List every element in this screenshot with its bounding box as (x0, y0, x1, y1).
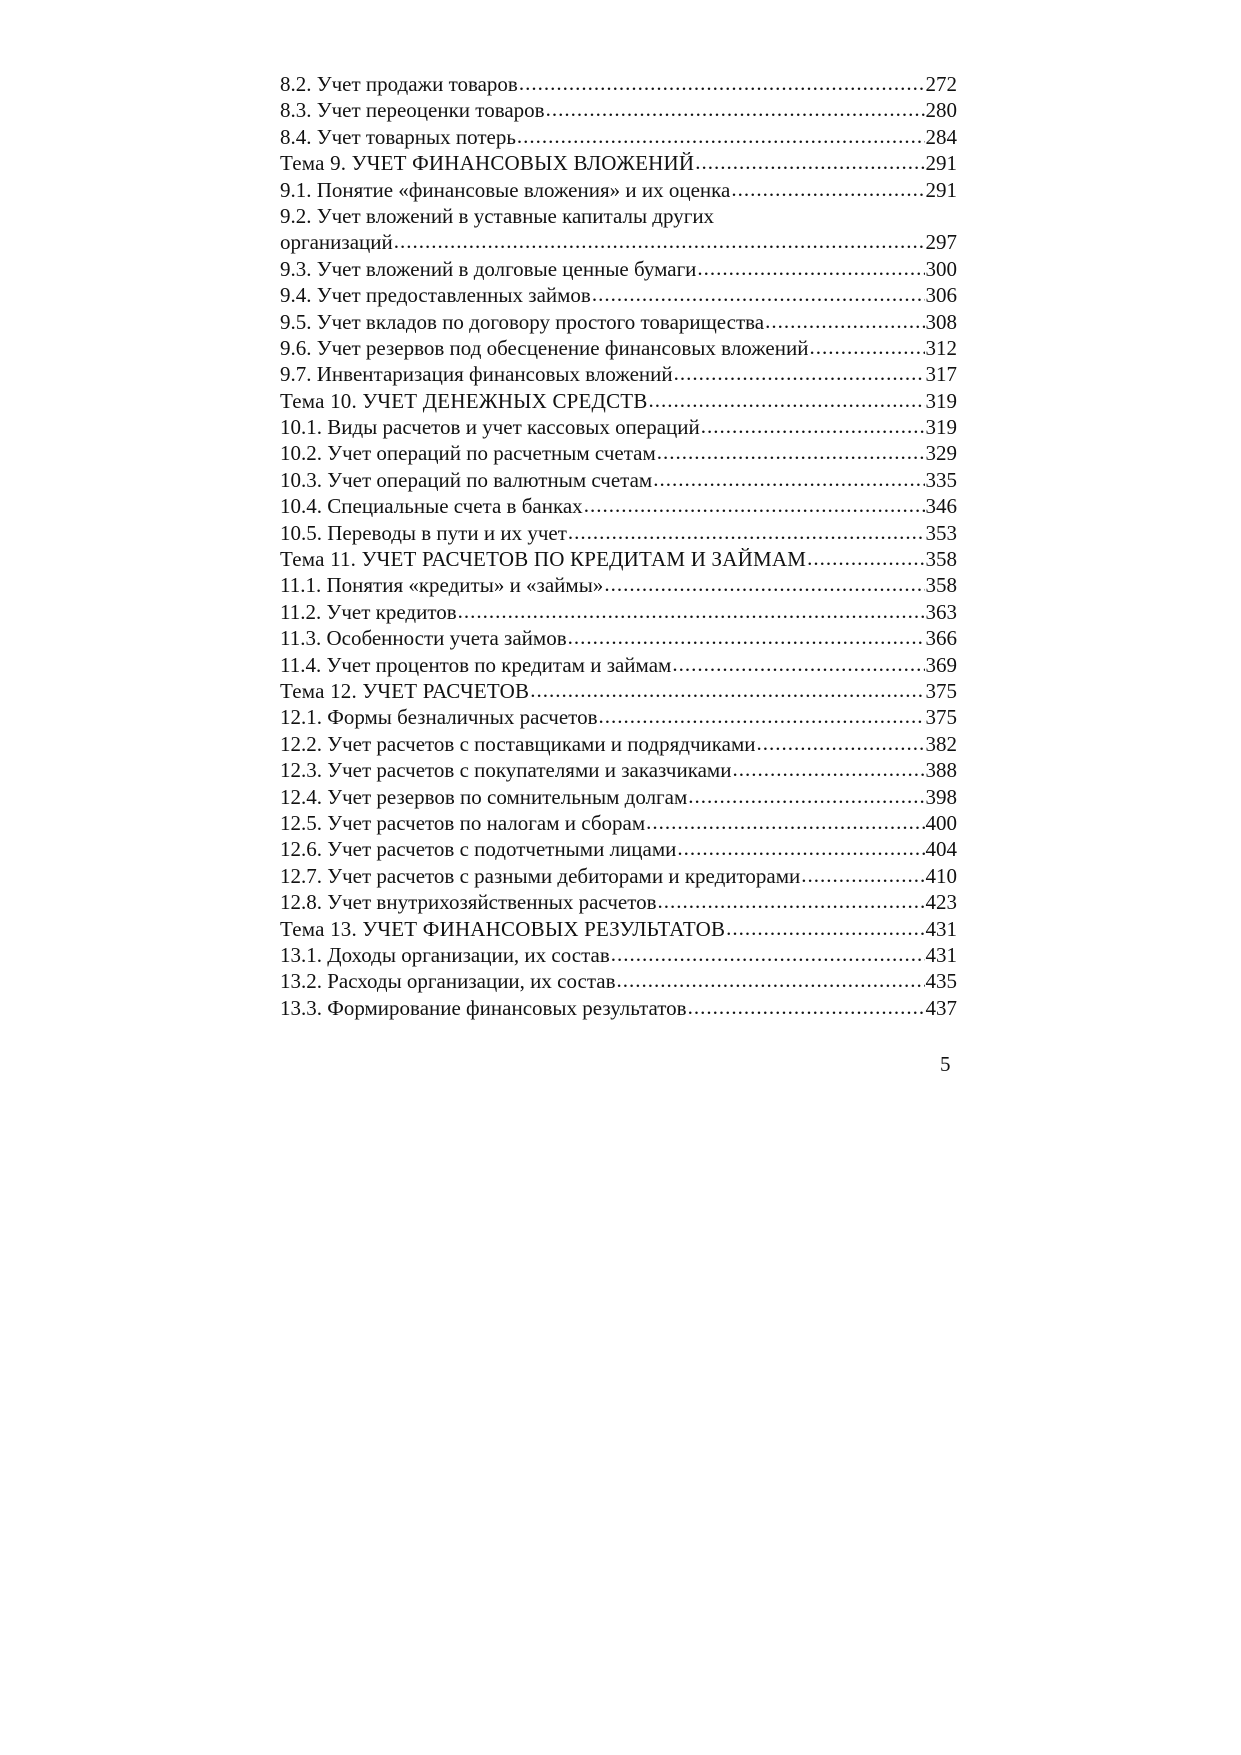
toc-page-number: 437 (925, 995, 957, 1020)
toc-entry-13-2 (280, 968, 957, 994)
toc-entry-12-7 (280, 863, 957, 889)
toc-title: 9.5. Учет вкладов по договору простого товарищества (280, 309, 765, 334)
toc-leader-dots (674, 360, 925, 386)
toc-entry-11-2 (280, 599, 957, 625)
toc-topic-title: Тема 12. УЧЕТ РАСЧЕТОВ (280, 678, 530, 703)
toc-title: 10.5. Переводы в пути и их учет (280, 520, 567, 545)
toc-leader-dots (458, 598, 925, 624)
table-of-contents (280, 71, 957, 1021)
toc-page-number: 353 (925, 520, 957, 545)
toc-entry-8-3 (280, 97, 957, 123)
toc-page-number: 435 (925, 969, 957, 994)
toc-page-number: 291 (925, 177, 957, 202)
toc-leader-dots (604, 571, 924, 597)
toc-title: 10.3. Учет операций по валютным счетам (280, 467, 653, 492)
toc-entry-12-8 (280, 889, 957, 915)
toc-leader-dots (530, 677, 924, 703)
toc-page-number: 388 (925, 758, 957, 783)
toc-entry-9-3 (280, 256, 957, 282)
toc-title: 11.3. Особенности учета займов (280, 626, 567, 651)
toc-page-number: 375 (925, 678, 957, 703)
toc-leader-dots (807, 545, 924, 571)
toc-page-number: 272 (925, 72, 957, 96)
toc-leader-dots (546, 96, 925, 122)
toc-leader-dots (688, 994, 925, 1020)
toc-leader-dots (697, 255, 924, 281)
toc-page-number: 400 (925, 810, 957, 835)
toc-entry-topic-13 (280, 916, 957, 942)
toc-entry-12-3 (280, 757, 957, 783)
toc-page-number: 358 (925, 573, 957, 598)
toc-entry-9-1 (280, 177, 957, 203)
toc-leader-dots (646, 809, 924, 835)
toc-title: 12.5. Учет расчетов по налогам и сборам (280, 810, 646, 835)
toc-title: 12.3. Учет расчетов с покупателями и заказчиками (280, 758, 732, 783)
toc-leader-dots (731, 176, 924, 202)
toc-entry-8-4 (280, 124, 957, 150)
toc-page-number: 308 (925, 309, 957, 334)
toc-entry-9-7 (280, 361, 957, 387)
toc-page-number: 346 (925, 494, 957, 519)
toc-title: 10.4. Специальные счета в банках (280, 494, 583, 519)
toc-title: 8.2. Учет продажи товаров (280, 72, 518, 96)
toc-title: 9.4. Учет предоставленных займов (280, 283, 591, 308)
toc-leader-dots (695, 149, 924, 175)
toc-page-number: 306 (925, 283, 957, 308)
toc-leader-dots (732, 756, 924, 782)
toc-entry-10-3 (280, 467, 957, 493)
toc-entry-10-1 (280, 414, 957, 440)
toc-page-number: 366 (925, 626, 957, 651)
toc-title: 8.4. Учет товарных потерь (280, 124, 516, 149)
toc-title: 11.4. Учет процентов по кредитам и займам (280, 652, 672, 677)
toc-title: 9.7. Инвентаризация финансовых вложений (280, 362, 673, 387)
toc-leader-dots (701, 413, 925, 439)
toc-title-line2-row (280, 229, 957, 255)
page-number: 5 (940, 1052, 951, 1076)
toc-entry-9-2 (280, 203, 957, 256)
toc-page-number: 369 (925, 652, 957, 677)
toc-entry-11-3 (280, 625, 957, 651)
toc-page-number: 375 (925, 705, 957, 730)
toc-title: 11.2. Учет кредитов (280, 599, 457, 624)
toc-title: 11.1. Понятия «кредиты» и «займы» (280, 573, 604, 598)
toc-entry-12-4 (280, 784, 957, 810)
toc-entry-12-6 (280, 836, 957, 862)
toc-page-number: 280 (925, 98, 957, 123)
toc-page-number: 431 (925, 942, 957, 967)
toc-entry-10-2 (280, 440, 957, 466)
toc-leader-dots (649, 387, 925, 413)
toc-page-number: 431 (925, 916, 957, 941)
toc-page-number: 410 (925, 863, 957, 888)
toc-page-number: 398 (925, 784, 957, 809)
toc-page-number: 297 (925, 230, 957, 255)
toc-entry-9-4 (280, 282, 957, 308)
toc-leader-dots (765, 308, 924, 334)
toc-entry-topic-9 (280, 150, 957, 176)
toc-page-number: 335 (925, 467, 957, 492)
toc-page-number: 319 (925, 388, 957, 413)
toc-page-number: 363 (925, 599, 957, 624)
toc-title: 12.2. Учет расчетов с поставщиками и подрядчиками (280, 731, 756, 756)
toc-leader-dots (757, 730, 925, 756)
toc-leader-dots (519, 70, 925, 96)
toc-leader-dots (584, 492, 925, 518)
toc-page-number: 358 (925, 547, 957, 572)
toc-entry-12-1 (280, 704, 957, 730)
toc-title: 12.7. Учет расчетов с разными дебиторами и кредиторами (280, 863, 801, 888)
toc-title: 10.2. Учет операций по расчетным счетам (280, 441, 656, 466)
toc-title: 9.3. Учет вложений в долговые ценные бумаги (280, 256, 697, 281)
toc-title: 13.2. Расходы организации, их состав (280, 969, 616, 994)
toc-entry-9-6 (280, 335, 957, 361)
toc-title-line1: 9.2. Учет вложений в уставные капиталы других (280, 203, 715, 228)
toc-leader-dots (726, 915, 924, 941)
toc-entry-10-4 (280, 493, 957, 519)
toc-entry-12-2 (280, 731, 957, 757)
toc-page-number: 319 (925, 415, 957, 440)
toc-entry-9-5 (280, 309, 957, 335)
toc-entry-12-5 (280, 810, 957, 836)
toc-leader-dots (517, 123, 925, 149)
toc-leader-dots (592, 281, 925, 307)
toc-leader-dots (568, 519, 925, 545)
toc-title: 12.1. Формы безналичных расчетов (280, 705, 598, 730)
toc-entry-topic-11 (280, 546, 957, 572)
toc-page-number: 284 (925, 124, 957, 149)
toc-title: 9.1. Понятие «финансовые вложения» и их оценка (280, 177, 731, 202)
toc-leader-dots (611, 941, 925, 967)
toc-entry-topic-10 (280, 388, 957, 414)
toc-page-number: 291 (925, 151, 957, 176)
toc-page-number: 317 (925, 362, 957, 387)
toc-leader-dots (658, 888, 925, 914)
toc-page-number: 382 (925, 731, 957, 756)
toc-leader-dots (672, 651, 924, 677)
toc-page-number: 300 (925, 256, 957, 281)
toc-entry-13-1 (280, 942, 957, 968)
toc-topic-title: Тема 13. УЧЕТ ФИНАНСОВЫХ РЕЗУЛЬТАТОВ (280, 916, 726, 941)
toc-page-number: 423 (925, 890, 957, 915)
toc-entry-8-2 (280, 71, 957, 97)
toc-leader-dots (653, 466, 924, 492)
toc-topic-title: Тема 10. УЧЕТ ДЕНЕЖНЫХ СРЕДСТВ (280, 388, 648, 413)
toc-page-number: 329 (925, 441, 957, 466)
toc-title: 9.6. Учет резервов под обесценение финансовых вложений (280, 335, 809, 360)
toc-title: 12.4. Учет резервов по сомнительным долгам (280, 784, 688, 809)
toc-leader-dots (568, 624, 925, 650)
toc-title: 8.3. Учет переоценки товаров (280, 98, 545, 123)
toc-title: 12.6. Учет расчетов с подотчетными лицами (280, 837, 677, 862)
toc-leader-dots (599, 703, 925, 729)
toc-entry-11-1 (280, 572, 957, 598)
toc-leader-dots (617, 967, 925, 993)
toc-entry-topic-12 (280, 678, 957, 704)
toc-page-number: 404 (925, 837, 957, 862)
toc-entry-13-3 (280, 995, 957, 1021)
toc-title: 10.1. Виды расчетов и учет кассовых операций (280, 415, 700, 440)
toc-leader-dots (394, 228, 925, 254)
toc-title: 13.3. Формирование финансовых результатов (280, 995, 687, 1020)
toc-title: 13.1. Доходы организации, их состав (280, 942, 610, 967)
toc-topic-title: Тема 11. УЧЕТ РАСЧЕТОВ ПО КРЕДИТАМ И ЗАЙМАМ (280, 547, 807, 572)
toc-topic-title: Тема 9. УЧЕТ ФИНАНСОВЫХ ВЛОЖЕНИЙ (280, 151, 695, 176)
toc-page-number: 312 (925, 335, 957, 360)
toc-title-line2: организаций (280, 230, 393, 255)
toc-title: 12.8. Учет внутрихозяйственных расчетов (280, 890, 657, 915)
toc-leader-dots (801, 862, 924, 888)
toc-leader-dots (677, 835, 924, 861)
toc-leader-dots (657, 439, 925, 465)
toc-entry-10-5 (280, 520, 957, 546)
toc-leader-dots (688, 783, 924, 809)
toc-leader-dots (809, 334, 924, 360)
toc-entry-11-4 (280, 652, 957, 678)
